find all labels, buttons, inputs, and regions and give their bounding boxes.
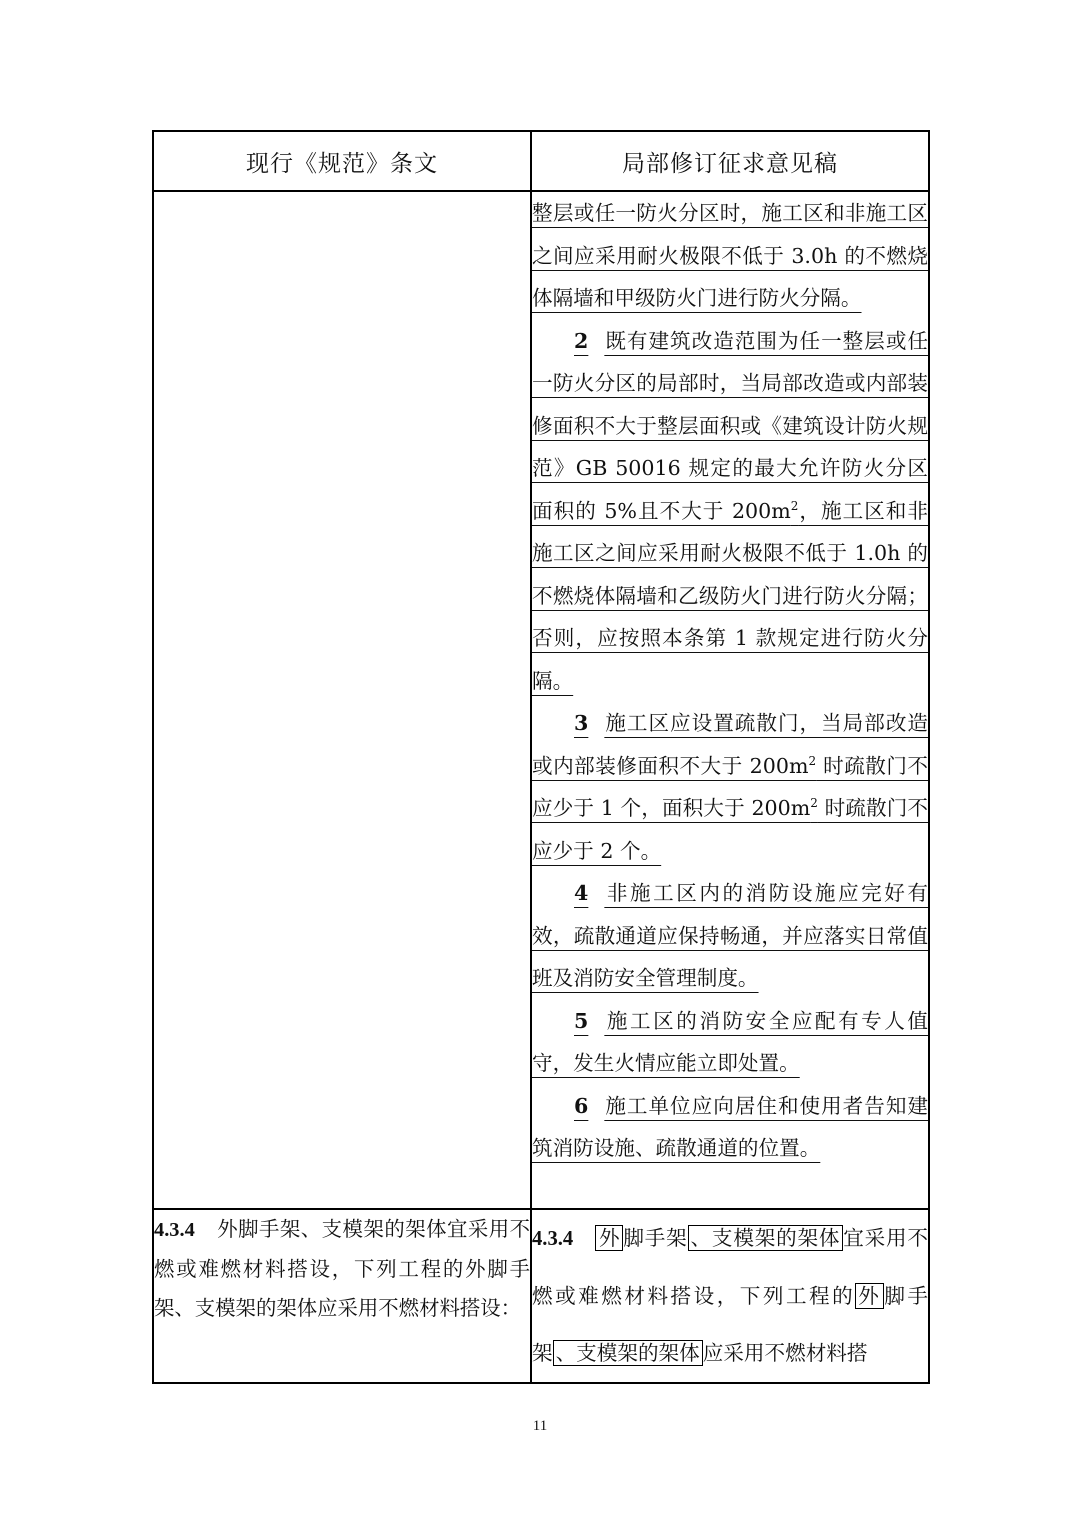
item-6: 6 施工单位应向居住和使用者告知建筑消防设施、疏散通道的位置。 bbox=[532, 1093, 928, 1160]
revised-clause-cell: 4.3.4 外 脚手架 、支模架的架体 宜采用不燃或难燃材料搭设，下列工程的 外 脚手架 、支模架的架体 应采用不燃材料搭 bbox=[531, 1209, 929, 1383]
item-2: 2 既有建筑改造范围为任一整层或任一防火分区的局部时，当局部改造或内部装修面积不大于整层面积或《建筑设计防火规范》GB 50016 规定的最大允许防火分区面积的 5%且不大于 $200m^2$，施工区和非施工区之间应采用耐火极限不低于 1.0h 的不燃烧体隔墙和乙级防火门进行防火分隔；否则，应按照本条第 1 款规定进行防火分隔。 bbox=[532, 328, 928, 693]
table-header-row bbox=[153, 131, 929, 191]
revision-text-cell bbox=[531, 191, 929, 1209]
item-number: 6 bbox=[574, 1093, 589, 1118]
current-clause-cell bbox=[153, 1209, 531, 1383]
item-number: 2 bbox=[574, 328, 589, 353]
continued-paragraph: 整层或任一防火分区时，施工区和非施工区之间应采用耐火极限不低于 3.0h 的不燃烧体隔墙和甲级防火门进行防火分隔。 bbox=[532, 201, 928, 310]
table-row bbox=[153, 1209, 929, 1383]
item-number: 5 bbox=[574, 1008, 589, 1033]
header-current-code: 现行《规范》条文 bbox=[153, 131, 531, 191]
boxed-text: 外 bbox=[855, 1283, 884, 1309]
clause-number: 4.3.4 bbox=[154, 1219, 195, 1241]
comparison-table bbox=[152, 130, 930, 1384]
item-number: 3 bbox=[574, 711, 589, 735]
boxed-text: 、支模架的架体 bbox=[688, 1225, 844, 1251]
empty-cell bbox=[153, 191, 531, 1209]
item-4: 4 非施工区内的消防设施应完好有效，疏散通道应保持畅通，并应落实日常值班及消防安全管理制度。 bbox=[532, 881, 928, 990]
item-5: 5 施工区的消防安全应配有专人值守，发生火情应能立即处置。 bbox=[532, 1008, 928, 1075]
page-number: 11 bbox=[532, 1418, 548, 1434]
clause-number: 4.3.4 bbox=[532, 1228, 574, 1250]
item-3: 3 施工区应设置疏散门，当局部改造或内部装修面积不大于 $200m^2$ 时疏散门不应少于 1 个，面积大于 $200m^2$ 时疏散门不应少于 2 个。 bbox=[532, 711, 929, 863]
boxed-text: 、支模架的架体 bbox=[553, 1340, 703, 1366]
table-row bbox=[153, 191, 929, 1209]
item-number: 4 bbox=[574, 881, 589, 905]
boxed-text: 外 bbox=[595, 1225, 623, 1251]
clause-text: 外脚手架、支模架的架体宜采用不燃或难燃材料搭设，下列工程的外脚手架、支模架的架体应采用不燃材料搭设： bbox=[154, 1217, 530, 1320]
header-revision-draft: 局部修订征求意见稿 bbox=[531, 131, 929, 191]
